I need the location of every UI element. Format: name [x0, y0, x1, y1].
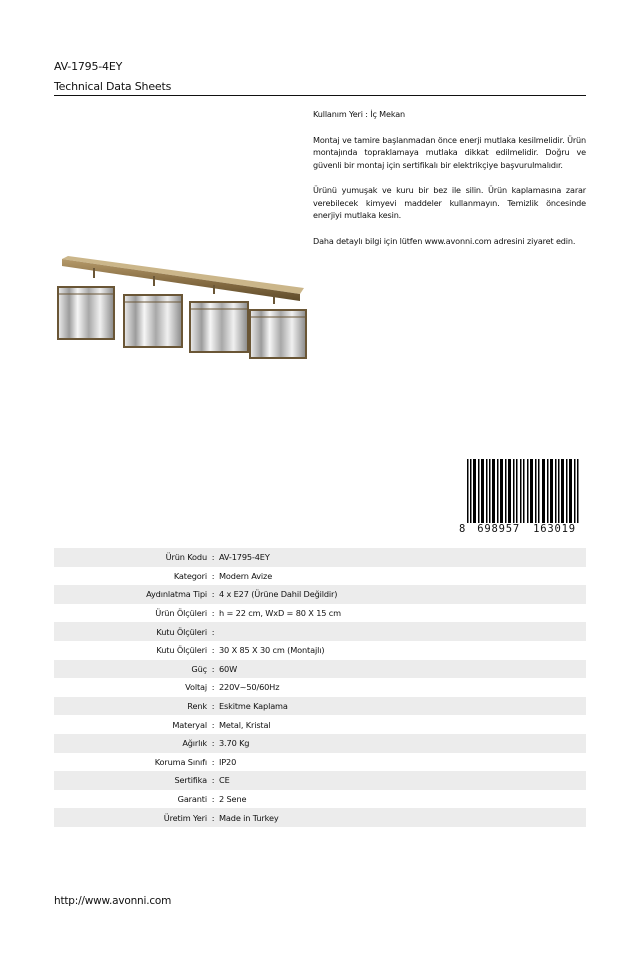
table-row: Aydınlatma Tipi : 4 x E27 (Ürüne Dahil Değildir)	[54, 585, 586, 604]
spec-value: h = 22 cm, WxD = 80 X 15 cm	[219, 608, 341, 619]
spec-label: Güç	[191, 663, 207, 674]
spec-value: Modern Avize	[219, 570, 273, 581]
safety-paragraph: Montaj ve tamire başlanmadan önce enerji mutlaka kesilmelidir. Ürün montajında topraklamaya mutlaka dikkat edilmelidir. Doğru ve güvenli bir montaj için sertifikalı bir elektrikçiye başvurulmalıdır.	[313, 134, 586, 170]
barcode-number	[459, 523, 586, 535]
spec-label: Ürün Ölçüleri	[155, 608, 207, 619]
table-row: Ürün Ölçüleri : h = 22 cm, WxD = 80 X 15 cm	[54, 604, 586, 623]
spec-value: 30 X 85 X 30 cm (Montajlı)	[219, 645, 325, 656]
usage-text: Kullanım Yeri : İç Mekan	[313, 109, 406, 119]
spec-label: Kutu Ölçüleri	[156, 645, 207, 656]
spec-value: 60W	[219, 663, 238, 674]
spec-label: Ürün Kodu	[165, 552, 207, 563]
spec-label: Üretim Yeri	[163, 812, 207, 823]
spec-label: Aydınlatma Tipi	[146, 589, 207, 600]
table-row: Materyal : Metal, Kristal	[54, 715, 586, 734]
table-row: Güç : 60W	[54, 660, 586, 679]
spec-label: Kategori	[173, 570, 207, 581]
table-row: Kutu Ölçüleri :	[54, 622, 586, 641]
barcode-first-digit: 8	[459, 523, 467, 535]
website-paragraph: Daha detaylı bilgi için lütfen www.avonni.com adresini ziyaret edin.	[313, 235, 576, 246]
table-row: Voltaj : 220V~50/60Hz	[54, 678, 586, 697]
spec-value: 220V~50/60Hz	[219, 682, 280, 693]
spec-value: Made in Turkey	[219, 812, 279, 823]
header-divider	[54, 95, 586, 96]
barcode-left-group: 698957	[477, 523, 520, 535]
spec-value: Eskitme Kaplama	[219, 701, 288, 712]
table-row: Renk : Eskitme Kaplama	[54, 697, 586, 716]
table-row: Sertifika : CE	[54, 771, 586, 790]
table-row: Ağırlık : 3.70 Kg	[54, 734, 586, 753]
spec-label: Voltaj	[185, 682, 207, 693]
spec-label: Materyal	[172, 719, 207, 730]
footer-url: http://www.avonni.com	[54, 895, 172, 907]
spec-label: Renk	[187, 701, 207, 712]
info-block	[313, 108, 586, 247]
cleaning-paragraph: Ürünü yumuşak ve kuru bir bez ile silin. Ürün kaplamasına zarar verebilecek kimyevi maddeler kullanmayın. Temizlik öncesinde enerjiyi mutlaka kesin.	[313, 185, 586, 220]
product-code-title: AV-1795-4EY	[54, 60, 123, 73]
spec-value: 2 Sene	[219, 794, 247, 805]
spec-table	[54, 548, 586, 827]
spec-value: 3.70 Kg	[219, 738, 250, 749]
table-row: Kategori : Modern Avize	[54, 567, 586, 586]
barcode-right-group: 163019	[533, 523, 576, 535]
table-row: Ürün Kodu : AV-1795-4EY	[54, 548, 586, 567]
table-row: Üretim Yeri : Made in Turkey	[54, 808, 586, 827]
document-subtitle: Technical Data Sheets	[54, 80, 172, 93]
spec-label: Ağırlık	[182, 738, 207, 749]
spec-label: Kutu Ölçüleri	[156, 626, 207, 637]
spec-label: Sertifika	[174, 775, 207, 786]
spec-value: CE	[219, 775, 230, 786]
spec-label: Koruma Sınıfı	[154, 756, 207, 767]
spec-label: Garanti	[177, 794, 207, 805]
table-row: Koruma Sınıfı : IP20	[54, 753, 586, 772]
table-row: Kutu Ölçüleri : 30 X 85 X 30 cm (Montajlı)	[54, 641, 586, 660]
spec-value: Metal, Kristal	[219, 719, 271, 730]
spec-value: AV-1795-4EY	[219, 552, 270, 563]
chandelier-product-image	[54, 254, 308, 364]
table-row: Garanti : 2 Sene	[54, 790, 586, 809]
spec-value: 4 x E27 (Ürüne Dahil Değildir)	[219, 589, 338, 600]
spec-value: IP20	[219, 756, 237, 767]
